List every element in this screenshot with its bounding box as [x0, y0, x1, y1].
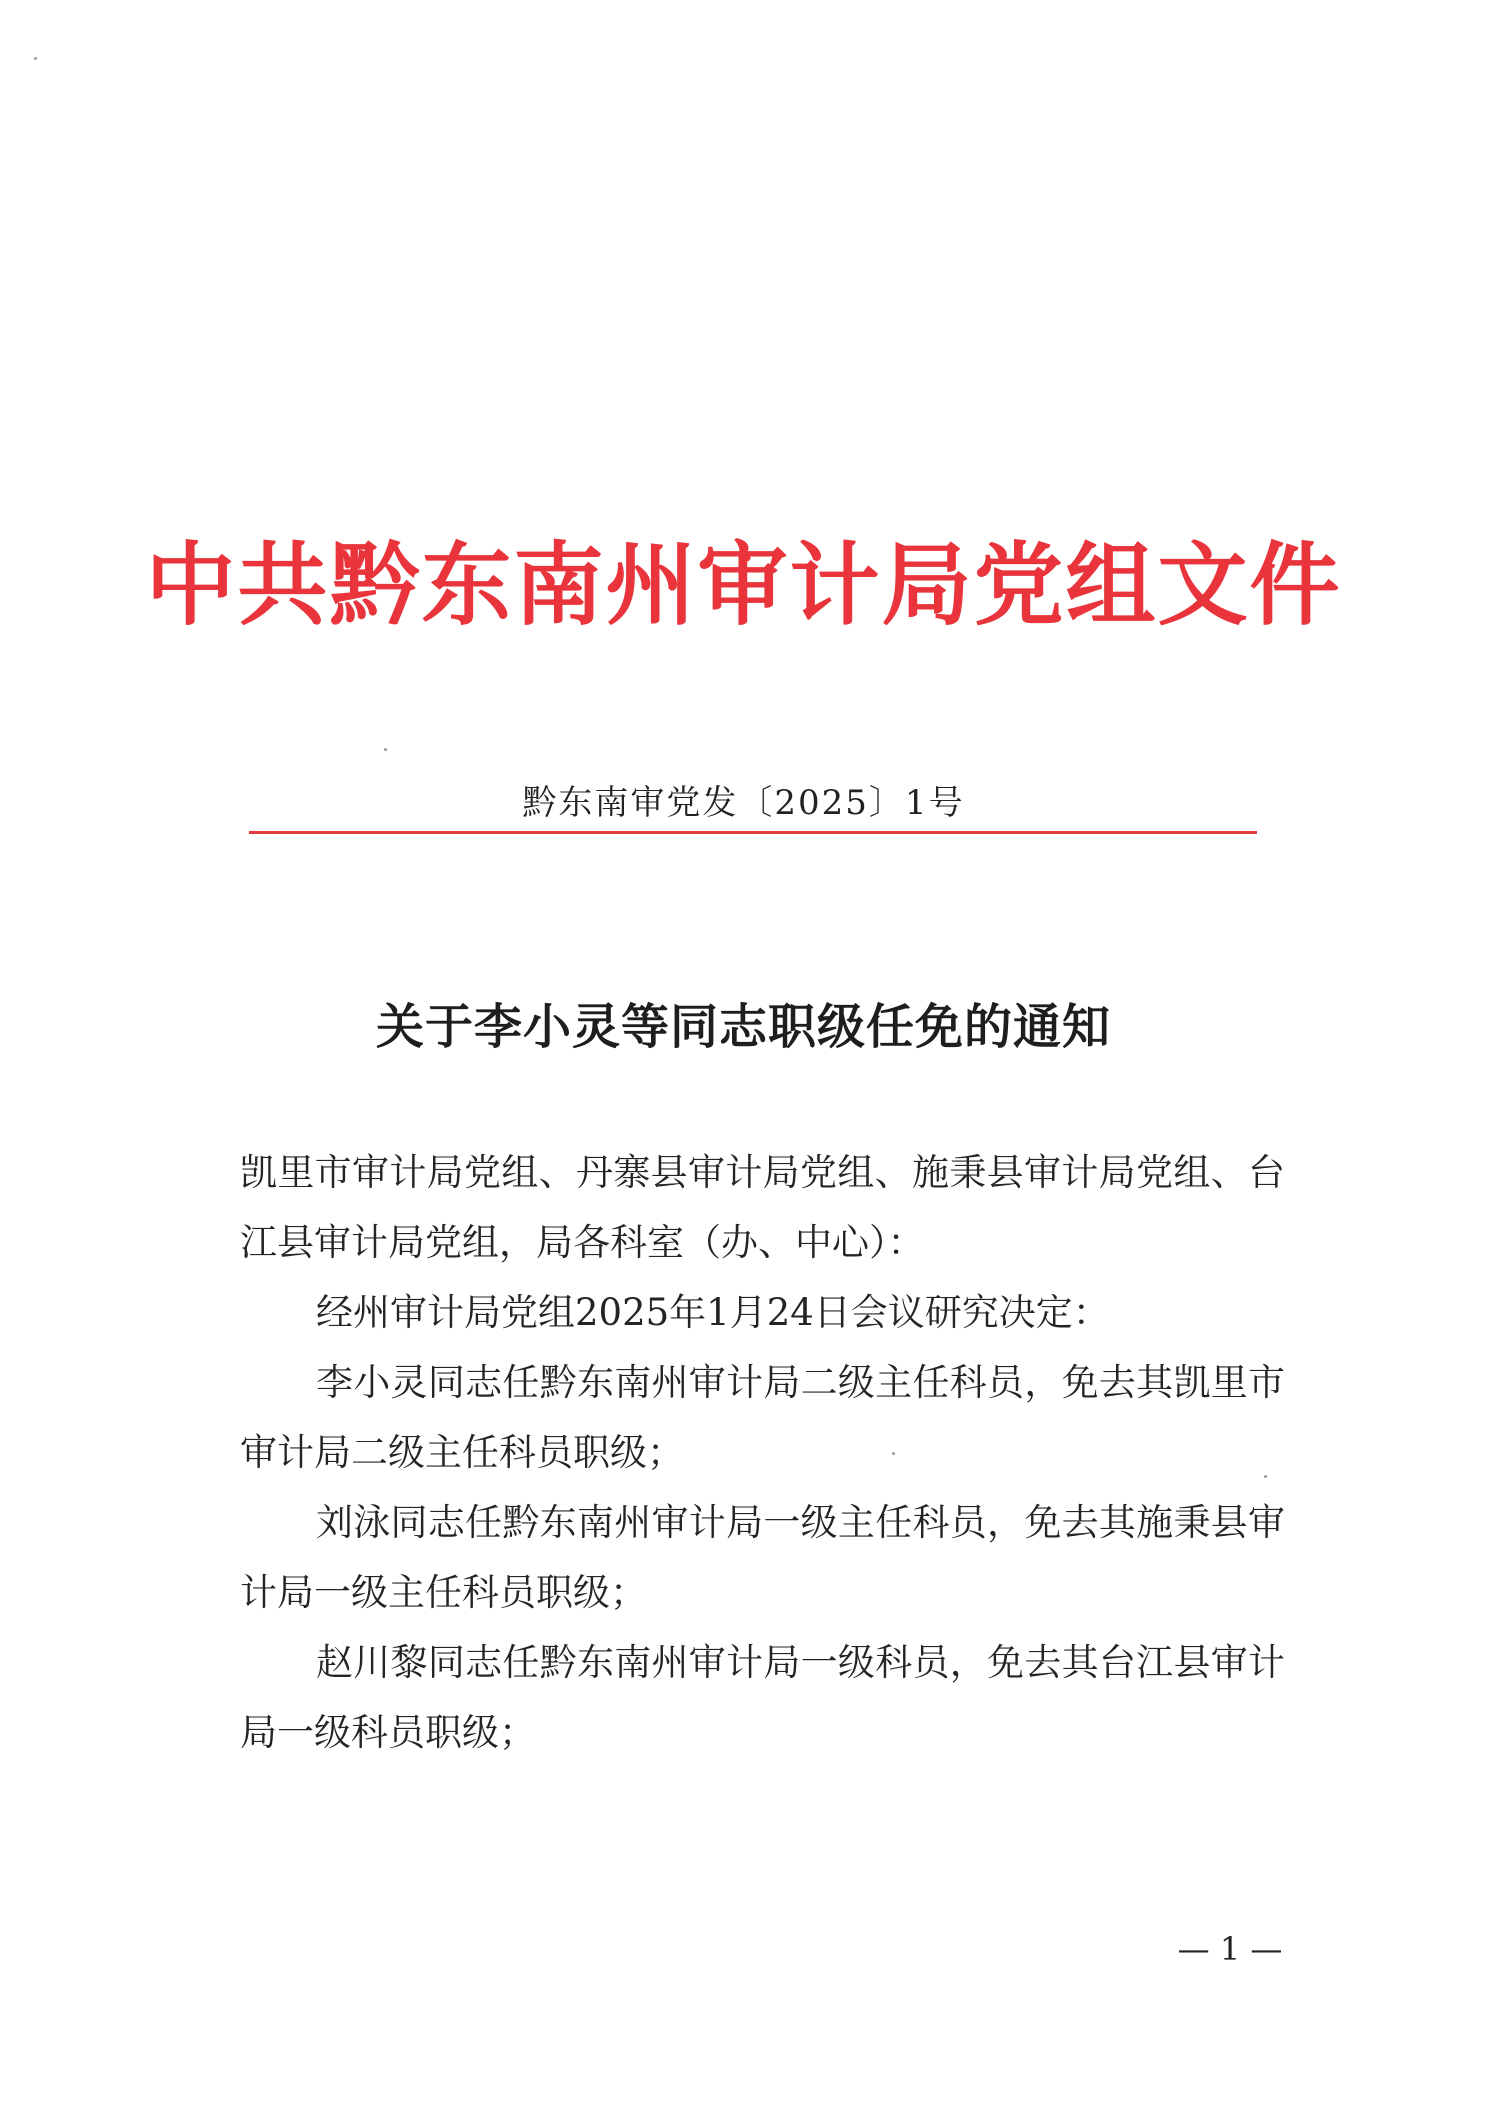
body-paragraph-li-xiaoling: 李小灵同志任黔东南州审计局二级主任科员，免去其凯里市审计局二级主任科员职级； — [240, 1361, 1285, 1474]
scan-speck — [34, 57, 37, 60]
body-paragraph-decision: 经州审计局党组2025年1月24日会议研究决定： — [316, 1291, 1110, 1334]
notice-title: 关于李小灵等同志职级任免的通知 — [375, 999, 1111, 1055]
scan-speck — [384, 748, 387, 751]
red-separator-line — [249, 831, 1257, 834]
document-body — [240, 1138, 1285, 1768]
scan-speck — [892, 1452, 895, 1455]
body-paragraph-zhao-chuanli: 赵川黎同志任黔东南州审计局一级科员，免去其台江县审计局一级科员职级； — [240, 1641, 1285, 1754]
body-paragraph-liu-yong: 刘泳同志任黔东南州审计局一级主任科员，免去其施秉县审计局一级主任科员职级； — [240, 1501, 1285, 1614]
page-number: — 1 — — [1177, 1930, 1283, 1968]
addressee-paragraph: 凯里市审计局党组、丹寨县审计局党组、施秉县审计局党组、台江县审计局党组，局各科室（办、中心）： — [240, 1151, 1285, 1264]
scan-speck — [1264, 1475, 1267, 1478]
masthead-title: 中共黔东南州审计局党组文件 — [145, 532, 1342, 638]
document-number: 黔东南审党发〔2025〕1号 — [522, 783, 965, 823]
